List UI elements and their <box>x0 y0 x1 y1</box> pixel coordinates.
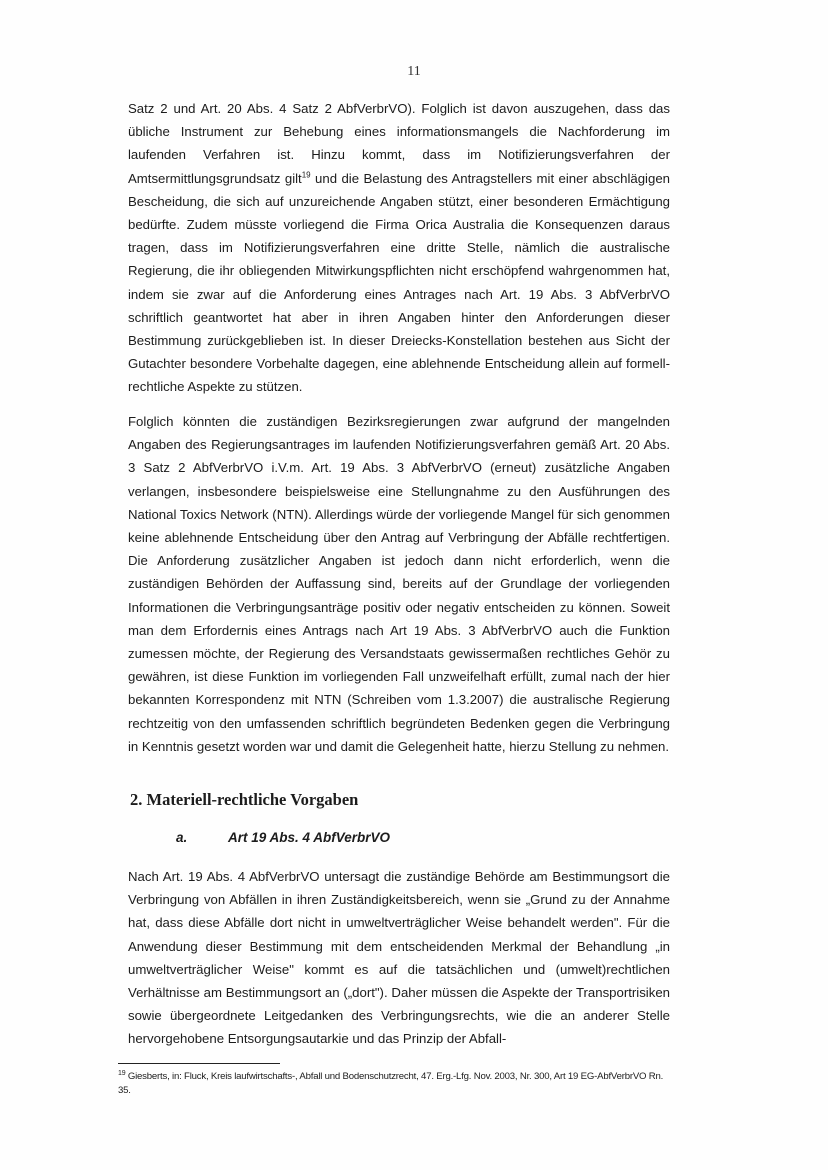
paragraph-3: Nach Art. 19 Abs. 4 AbfVerbrVO untersagt die zuständige Behörde am Bestimmungsort die Verbringung von Abfällen in ihren Zuständigkeitsbereich, wenn sie „Grund zu der Annahme hat, dass diese Abfälle dort nicht in umweltverträglicher Weise behandelt werden". Für die Anwendung dieser Bestimmung mit dem entscheidenden Merkmal der Behandlung „in umweltverträglicher Weise" kommt es auf die tatsächlichen und (umwelt)rechtlichen Verhältnisse am Bestimmungsort an („dort"). Daher müssen die Aspekte der Transportrisiken sowie übergeordnete Leitgedanken des Verbringungsrechts, wie die an anderer Stelle hervorgehobene Entsorgungsautarkie und das Prinzip der Abfall- <box>128 869 670 1047</box>
footnote-text: Giesberts, in: Fluck, Kreis laufwirtschafts-, Abfall und Bodenschutzrecht, 47. Erg.-Lfg. Nov. 2003, Nr. 300, Art 19 EG-AbfVerbrVO Rn. 35. <box>118 1071 664 1096</box>
subsection-heading <box>176 830 390 845</box>
subsection-letter: a. <box>176 830 188 845</box>
subsection-title: Art 19 Abs. 4 AbfVerbrVO <box>228 830 391 845</box>
footnote-divider <box>118 1063 280 1064</box>
page-number: 11 <box>407 64 421 79</box>
paragraph-1-text-a: Satz 2 und Art. 20 Abs. 4 Satz 2 AbfVerbrVO). Folglich ist davon auszugehen, dass das übliche Instrument zur Behebung eines informationsmangels die Nachforderung im laufenden Verfahren ist. Hinzu kommt, dass im Notifizierungsverfahren der Amtsermittlungsgrundsatz gilt <box>128 101 670 186</box>
paragraph-1 <box>128 97 670 399</box>
footnote-reference[interactable]: 19 <box>301 170 311 180</box>
paragraph-1-text-b: und die Belastung des Antragstellers mit einer abschlägigen Bescheidung, die sich auf unzureichende Angaben stützt, einer besonderen Ermächtigung bedürfte. Zudem müsste vorliegend die Firma Orica Australia die Konsequenzen daraus tragen, dass im Notifizierungsverfahren eine dritte Stelle, nämlich die australische Regierung, die ihr obliegenden Mitwirkungspflichten nicht erschöpfend wahrgenommen hat, indem sie zwar auf die Anforderung eines Antrages nach Art. 19 Abs. 3 AbfVerbrVO schriftlich geantwortet hat aber in ihren Angaben hinter den Anforderungen dieser Bestimmung zurückgeblieben ist. In dieser Dreiecks-Konstellation bestehen aus Sicht der Gutachter besondere Vorbehalte dagegen, eine ablehnende Entscheidung allein auf formell-rechtliche Aspekte zu stützen. <box>128 170 670 395</box>
paragraph-2: Folglich könnten die zuständigen Bezirksregierungen zwar aufgrund der mangelnden Angaben des Regierungsantrages im laufenden Notifizierungsverfahren gemäß Art. 20 Abs. 3 Satz 2 AbfVerbrVO i.V.m. Art. 19 Abs. 3 AbfVerbrVO (erneut) zusätzliche Angaben verlangen, insbesondere beispielsweise eine Stellungnahme zu den Ausführungen des National Toxics Network (NTN). Allerdings würde der vorliegende Mangel für sich genommen keine ablehnende Entscheidung über den Antrag auf Verbringung der Abfälle rechtfertigen. Die Anforderung zusätzlicher Angaben ist jedoch dann nicht erforderlich, wenn die zuständigen Behörden der Auffassung sind, bereits auf der Grundlage der vorliegenden Informationen die Verbringungsanträge positiv oder negativ entscheiden zu können. Soweit man dem Erfordernis eines Antrags nach Art 19 Abs. 3 AbfVerbrVO auch die Funktion zumessen möchte, der Regierung des Versandstaats gewissermaßen rechtliches Gehör zu gewähren, ist diese Funktion im vorliegenden Fall unzweifelhaft erfüllt, zumal nach der hier bekannten Korrespondenz mit NTN (Schreiben vom 1.3.2007) die australische Regierung rechtzeitig von den umfassenden schriftlich begründeten Bedenken gegen die Verbringung in Kenntnis gesetzt worden war und damit die Gelegenheit hatte, hierzu Stellung zu nehmen. <box>128 414 670 754</box>
footnote-number: 19 <box>118 1069 126 1077</box>
section-heading: 2. Materiell-rechtliche Vorgaben <box>130 790 359 809</box>
footnote <box>118 1070 678 1098</box>
